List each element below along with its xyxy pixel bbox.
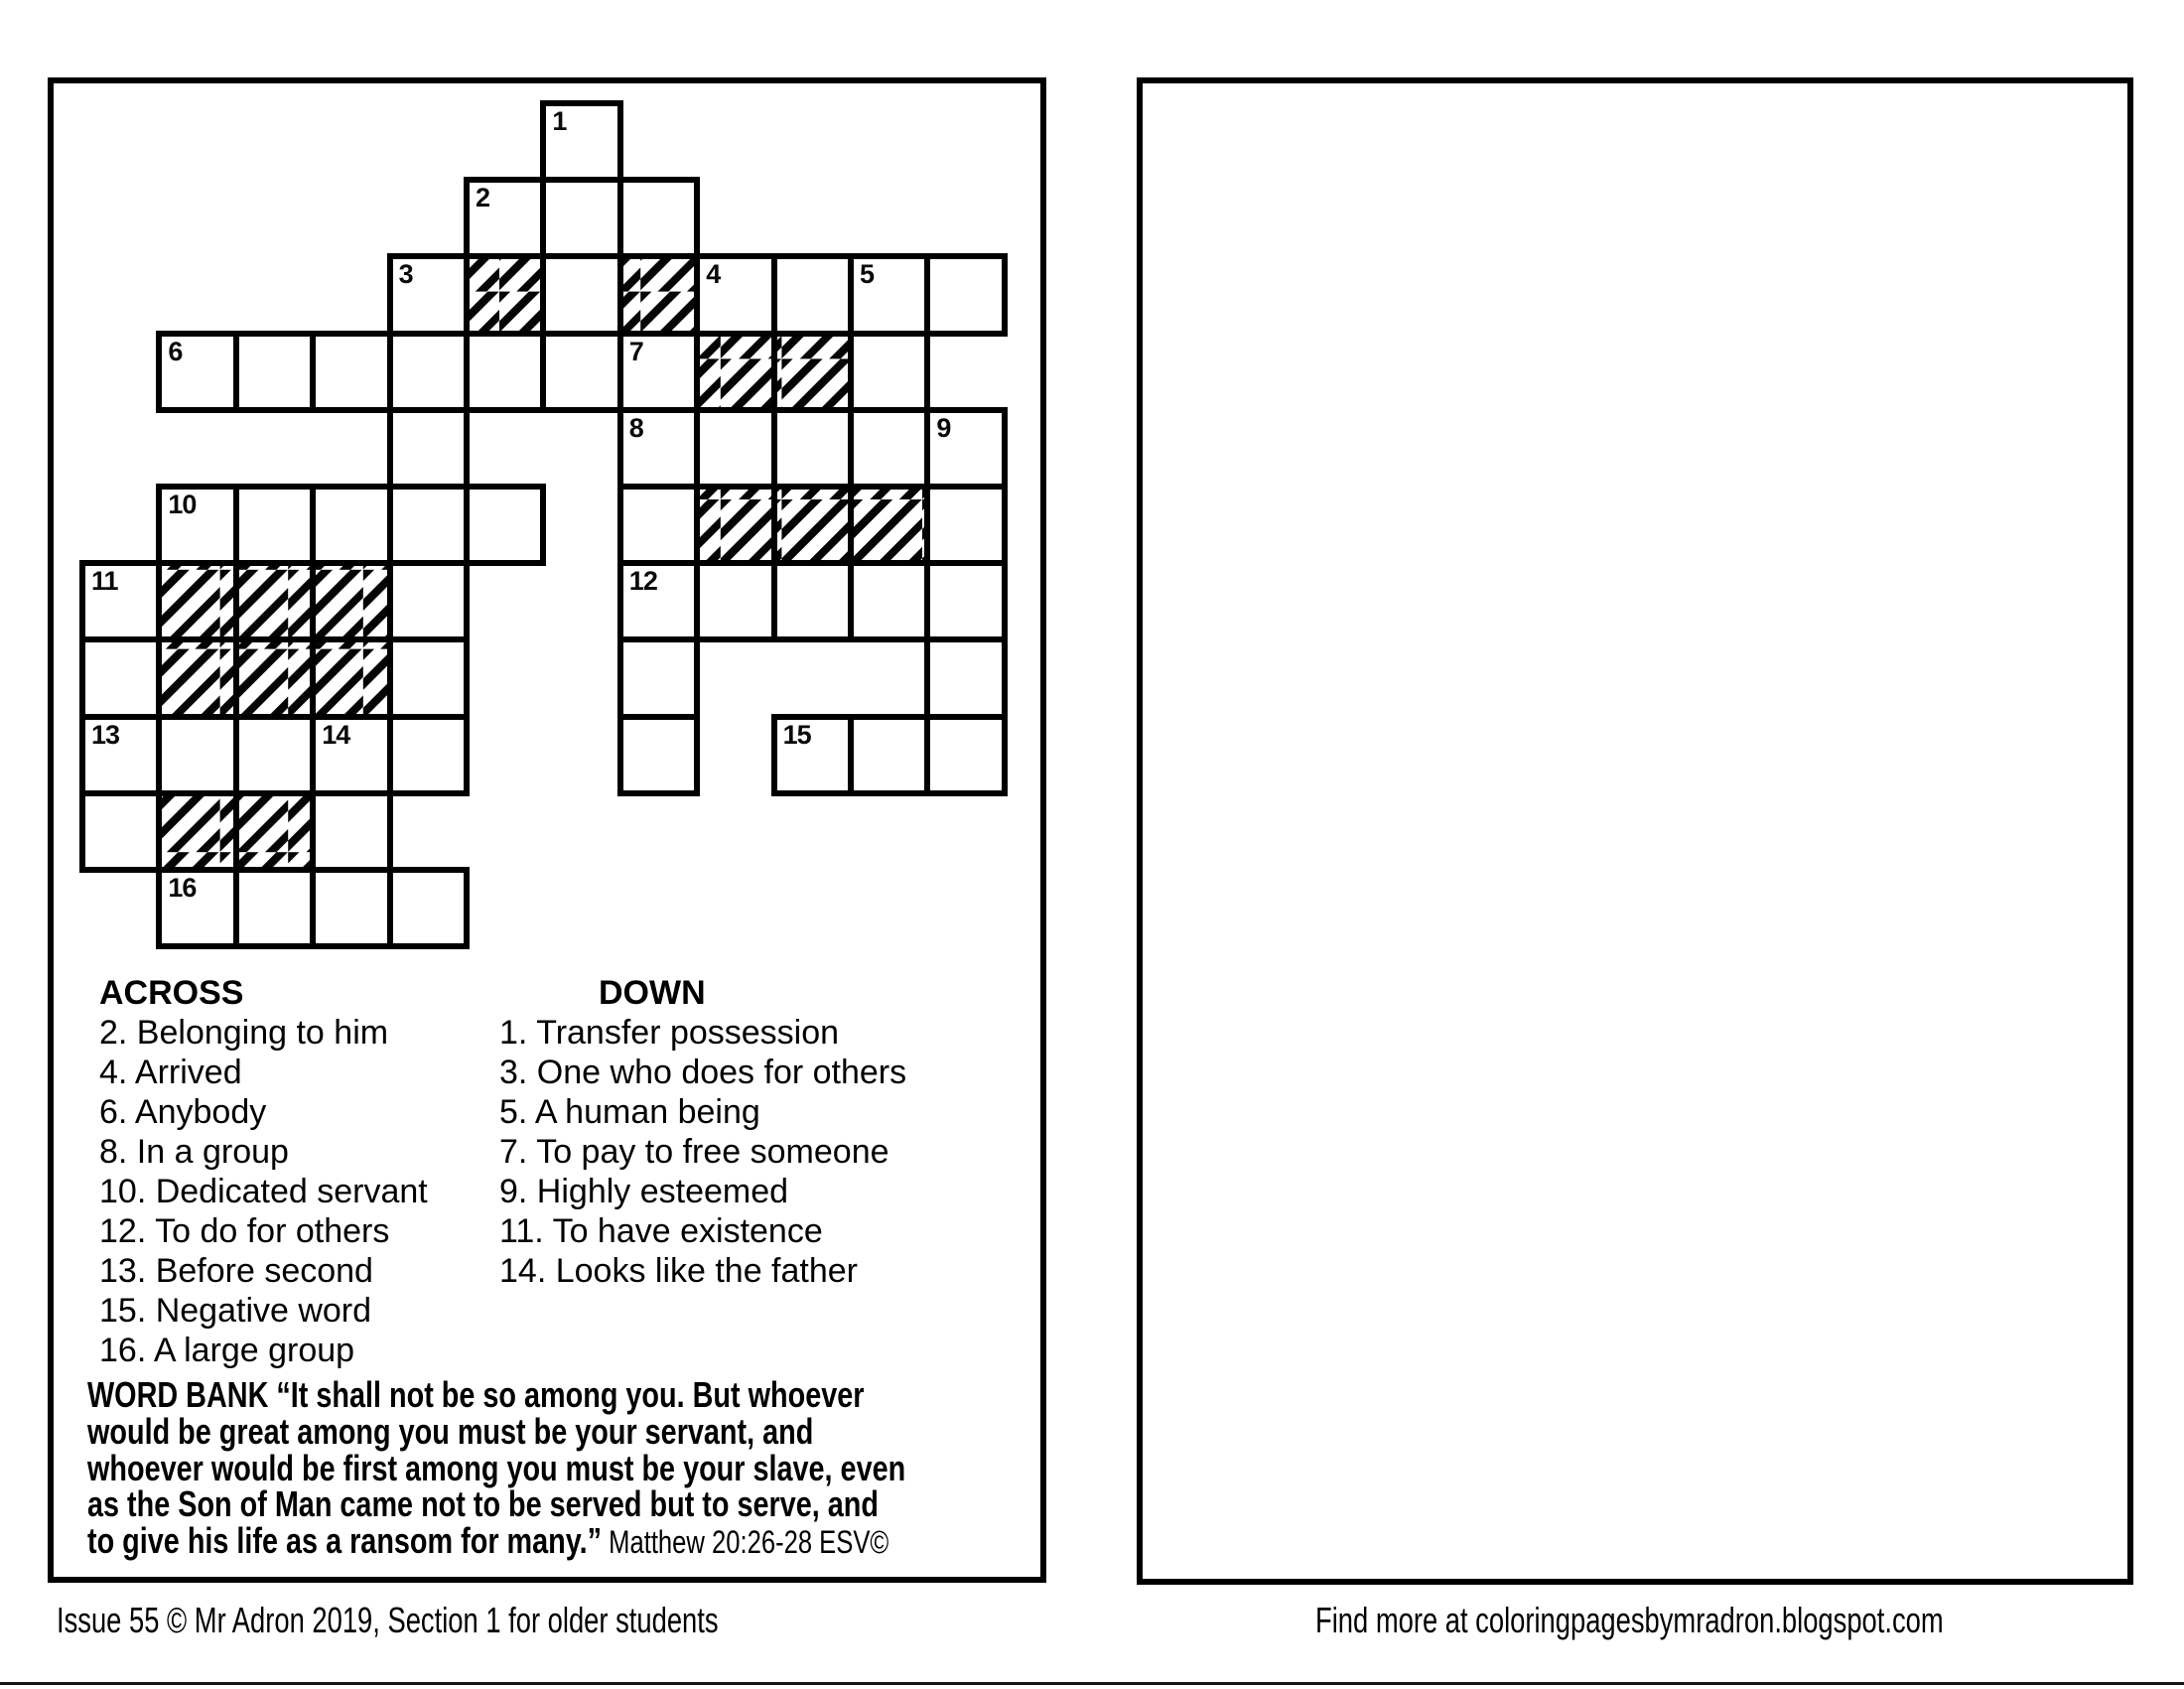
page-divider-line: [0, 1682, 2184, 1685]
clue-item: 16. A large group: [99, 1332, 355, 1369]
cell-number: 15: [782, 719, 811, 750]
answer-cell[interactable]: [771, 560, 854, 642]
find-more-link-text: Find more at coloringpagesbymradron.blogspot.com: [1315, 1600, 1944, 1640]
answer-cell[interactable]: [848, 560, 930, 642]
clue-item: 2. Belonging to him: [99, 1014, 389, 1052]
clue-item: 3. One who does for others: [499, 1054, 907, 1091]
answer-cell[interactable]: [694, 407, 776, 490]
word-bank-line: whoever would be first among you must be your slave, even: [87, 1447, 906, 1488]
cell-number: 9: [936, 412, 951, 443]
clue-item: 11. To have existence: [499, 1212, 823, 1250]
issue-credit-text: Issue 55 © Mr Adron 2019, Section 1 for older students: [57, 1600, 719, 1640]
blocked-cell: [694, 484, 776, 566]
answer-cell[interactable]: [924, 484, 1007, 566]
answer-cell[interactable]: [771, 253, 854, 336]
answer-cell[interactable]: [924, 560, 1007, 642]
word-bank-label: WORD BANK: [87, 1374, 277, 1415]
answer-cell[interactable]: [310, 790, 392, 873]
cell-number: 13: [91, 719, 120, 750]
clue-item: 6. Anybody: [99, 1093, 267, 1131]
answer-cell[interactable]: [617, 177, 700, 259]
blocked-cell: [694, 331, 776, 413]
down-title: DOWN: [599, 974, 706, 1012]
blocked-cell: [464, 253, 546, 336]
answer-cell[interactable]: [310, 714, 392, 796]
answer-cell[interactable]: [617, 714, 700, 796]
cell-number: 2: [476, 183, 490, 213]
answer-cell[interactable]: [387, 560, 470, 642]
blocked-cell: [233, 636, 316, 719]
clue-item: 14. Looks like the father: [499, 1252, 859, 1290]
word-bank-line: to give his life as a ransom for many.” Matthew 20:26-28 ESV©: [87, 1520, 889, 1562]
cell-number: 12: [628, 566, 657, 597]
answer-cell[interactable]: [848, 331, 930, 413]
word-bank-line: WORD BANK “It shall not be so among you. But whoever: [87, 1374, 865, 1415]
answer-cell[interactable]: [233, 867, 316, 949]
clue-item: 1. Transfer possession: [499, 1014, 840, 1052]
scripture-reference: Matthew 20:26-28 ESV©: [602, 1524, 889, 1561]
answer-cell[interactable]: [79, 560, 162, 642]
cell-number: 5: [860, 259, 875, 290]
clue-item: 10. Dedicated servant: [99, 1173, 428, 1210]
cell-number: 11: [91, 566, 118, 597]
answer-cell[interactable]: [848, 714, 930, 796]
answer-cell[interactable]: [79, 714, 162, 796]
blocked-cell: [233, 790, 316, 873]
answer-cell[interactable]: [924, 714, 1007, 796]
answer-cell[interactable]: [540, 331, 622, 413]
blank-drawing-panel: [1137, 77, 2133, 1585]
answer-cell[interactable]: [924, 253, 1007, 336]
answer-cell[interactable]: [79, 790, 162, 873]
answer-cell[interactable]: [771, 714, 854, 796]
answer-cell[interactable]: [310, 867, 392, 949]
clue-item: 13. Before second: [99, 1252, 373, 1290]
cell-number: 8: [628, 412, 643, 443]
blocked-cell: [156, 560, 238, 642]
clue-item: 4. Arrived: [99, 1054, 242, 1091]
answer-cell[interactable]: [310, 484, 392, 566]
blocked-cell: [233, 560, 316, 642]
answer-cell[interactable]: [156, 714, 238, 796]
cell-number: 4: [706, 259, 721, 290]
down-clues: [499, 973, 906, 1291]
clue-item: 5. A human being: [499, 1093, 760, 1131]
clue-item: 7. To pay to free someone: [499, 1133, 889, 1171]
word-bank-line: would be great among you must be your servant, and: [87, 1410, 814, 1452]
blocked-cell: [156, 636, 238, 719]
across-clues: [99, 973, 428, 1370]
answer-cell[interactable]: [387, 867, 470, 949]
blocked-cell: [310, 636, 392, 719]
answer-cell[interactable]: [156, 867, 238, 949]
answer-cell[interactable]: [79, 636, 162, 719]
answer-cell[interactable]: [924, 407, 1007, 490]
blocked-cell: [848, 484, 930, 566]
answer-cell[interactable]: [387, 714, 470, 796]
clue-item: 15. Negative word: [99, 1292, 372, 1330]
answer-cell[interactable]: [540, 253, 622, 336]
answer-cell[interactable]: [924, 636, 1007, 719]
answer-cell[interactable]: [848, 253, 930, 336]
clue-item: 9. Highly esteemed: [499, 1173, 789, 1210]
answer-cell[interactable]: [464, 331, 546, 413]
answer-cell[interactable]: [233, 331, 316, 413]
answer-cell[interactable]: [387, 331, 470, 413]
answer-cell[interactable]: [617, 407, 700, 490]
down-list: [499, 1013, 906, 1291]
cell-number: 7: [628, 336, 643, 366]
answer-cell[interactable]: [617, 560, 700, 642]
word-bank-line: as the Son of Man came not to be served but to serve, and: [87, 1483, 879, 1525]
cell-number: 3: [398, 259, 413, 290]
answer-cell[interactable]: [694, 253, 776, 336]
answer-cell[interactable]: [617, 331, 700, 413]
cell-number: 1: [552, 106, 567, 136]
word-bank-verse: [87, 1374, 906, 1562]
answer-cell[interactable]: [387, 636, 470, 719]
blocked-cell: [771, 331, 854, 413]
answer-cell[interactable]: [464, 484, 546, 566]
answer-cell[interactable]: [233, 714, 316, 796]
answer-cell[interactable]: [310, 331, 392, 413]
cell-number: 14: [322, 719, 350, 750]
blocked-cell: [156, 790, 238, 873]
answer-cell[interactable]: [694, 560, 776, 642]
blocked-cell: [771, 484, 854, 566]
answer-cell[interactable]: [156, 331, 238, 413]
clue-item: 12. To do for others: [99, 1212, 390, 1250]
answer-cell[interactable]: [617, 484, 700, 566]
cell-number: 16: [168, 873, 197, 903]
across-title: ACROSS: [99, 974, 244, 1012]
answer-cell[interactable]: [387, 253, 470, 336]
blocked-cell: [310, 560, 392, 642]
across-list: [99, 1013, 428, 1370]
cell-number: 6: [168, 336, 183, 366]
answer-cell[interactable]: [464, 177, 546, 259]
answer-cell[interactable]: [540, 100, 622, 183]
answer-cell[interactable]: [387, 484, 470, 566]
cell-number: 10: [168, 490, 197, 519]
answer-cell[interactable]: [848, 407, 930, 490]
answer-cell[interactable]: [233, 484, 316, 566]
answer-cell[interactable]: [387, 407, 470, 490]
blocked-cell: [617, 253, 700, 336]
clue-item: 8. In a group: [99, 1133, 289, 1171]
answer-cell[interactable]: [771, 407, 854, 490]
answer-cell[interactable]: [540, 177, 622, 259]
answer-cell[interactable]: [156, 484, 238, 566]
answer-cell[interactable]: [617, 636, 700, 719]
